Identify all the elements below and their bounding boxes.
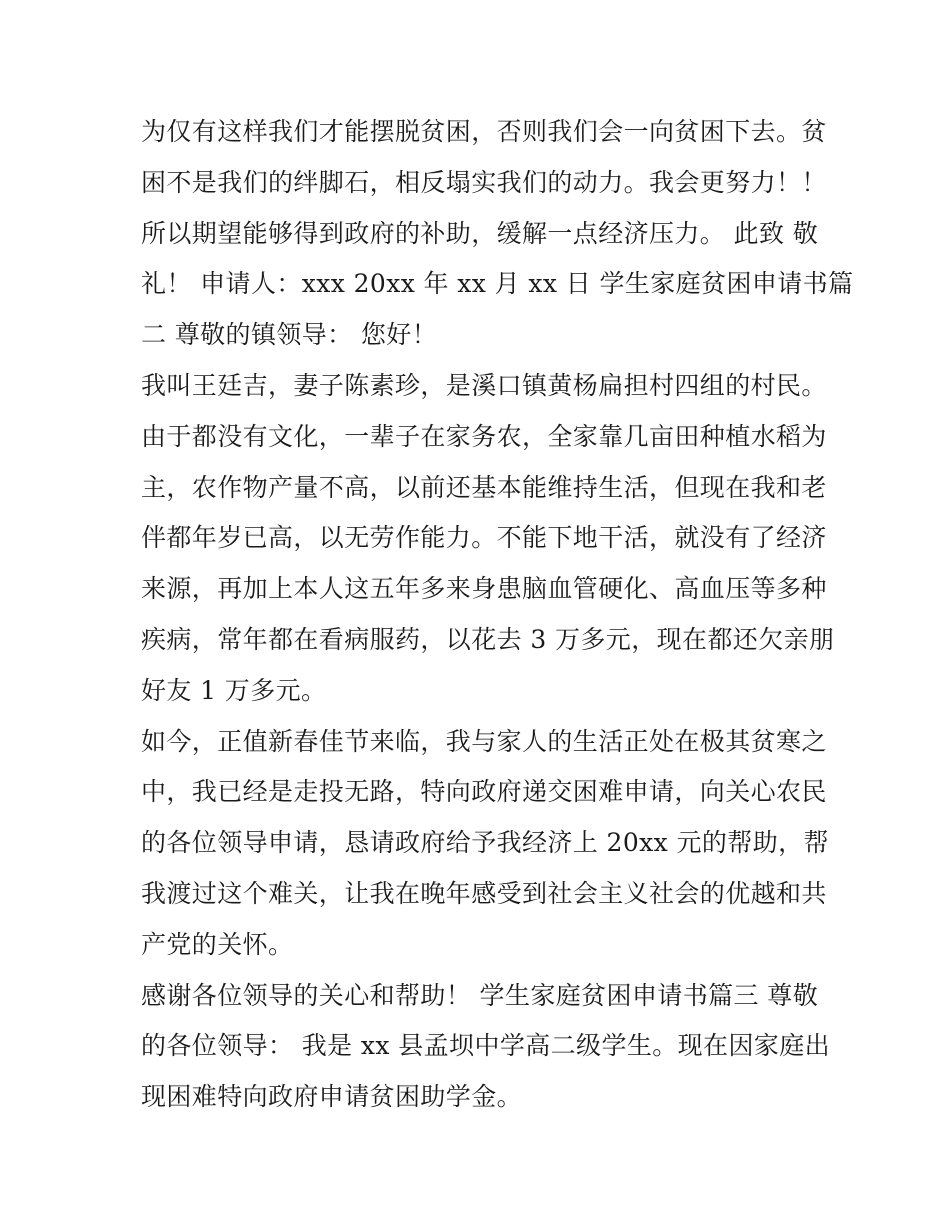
text-line: 的各位领导申请，恳请政府给予我经济上 20xx 元的帮助，帮: [141, 828, 829, 858]
text-line: 所以期望能够得到政府的补助，缓解一点经济压力。 此致 敬: [141, 218, 819, 248]
text-line: 如今，正值新春佳节来临，我与家人的生活正处在极其贫寒之: [141, 726, 827, 756]
text-line: 的各位领导： 我是 xx 县孟坝中学高二级学生。现在因家庭出: [141, 1031, 831, 1061]
text-line: 伴都年岁已高，以无劳作能力。不能下地干活，就没有了经济: [141, 523, 827, 553]
text-line: 中，我已经是走投无路，特向政府递交困难申请，向关心农民: [141, 777, 827, 807]
text-line: 困不是我们的绊脚石，相反塌实我们的动力。我会更努力！！: [141, 167, 827, 197]
text-line: 为仅有这样我们才能摆脱贫困，否则我们会一向贫困下去。贫: [141, 117, 827, 146]
text-line: 好友 1 万多元。: [141, 675, 327, 705]
text-line: 感谢各位领导的关心和帮助！ 学生家庭贫困申请书篇三 尊敬: [141, 980, 819, 1010]
text-line: 主，农作物产量不高，以前还基本能维持生活，但现在我和老: [141, 472, 827, 502]
text-line: 来源，再加上本人这五年多来身患脑血管硬化、高血压等多种: [141, 574, 827, 604]
text-line: 二 尊敬的镇领导： 您好！: [141, 320, 438, 350]
text-line: 我渡过这个难关，让我在晚年感受到社会主义社会的优越和共: [141, 878, 827, 908]
text-line: 礼！ 申请人：xxx 20xx 年 xx 月 xx 日 学生家庭贫困申请书篇: [141, 269, 854, 299]
text-line: 现困难特向政府申请贫困助学金。: [141, 1082, 523, 1112]
document-body: [141, 107, 854, 1123]
text-line: 我叫王廷吉，妻子陈素珍，是溪口镇黄杨扁担村四组的村民。: [141, 370, 827, 400]
text-line: 产党的关怀。: [141, 929, 294, 959]
text-line: 疾病，常年都在看病服药，以花去 3 万多元，现在都还欠亲朋: [141, 624, 835, 654]
text-line: 由于都没有文化，一辈子在家务农，全家靠几亩田种植水稻为: [141, 421, 827, 451]
